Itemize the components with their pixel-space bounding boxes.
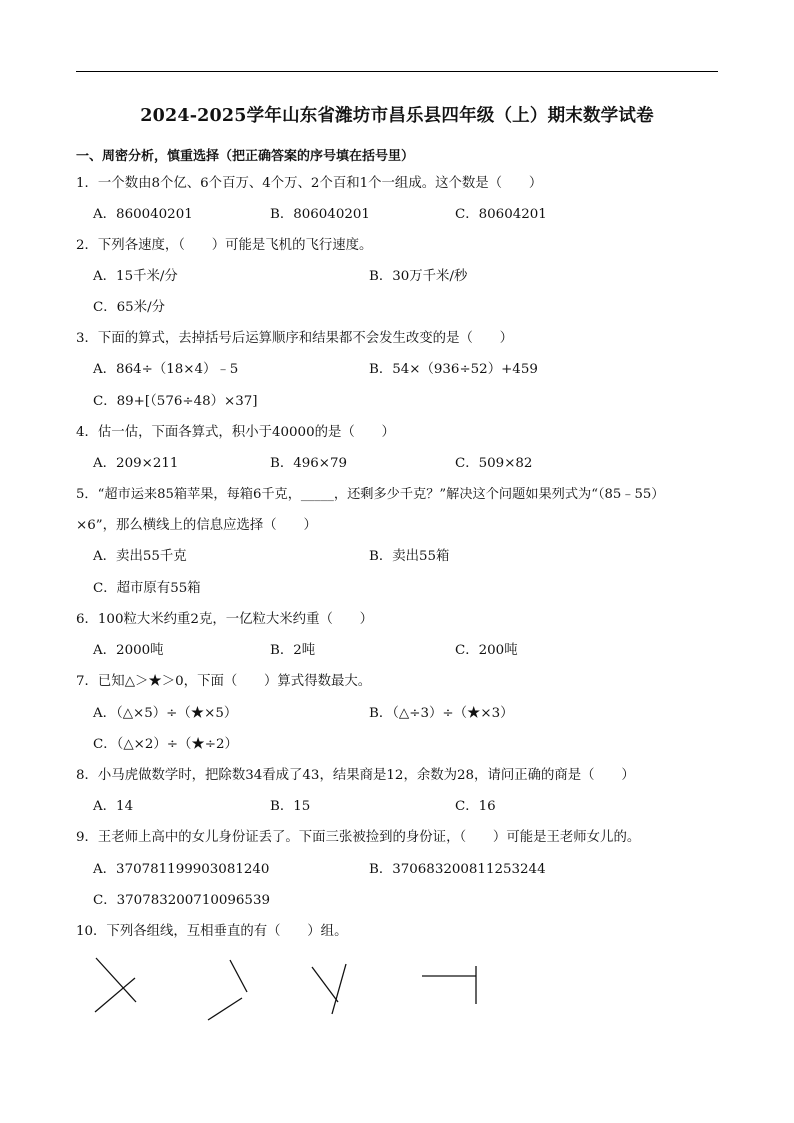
q8-option-c[interactable]: C．16 <box>455 799 496 814</box>
question-10: 10．下列各组线，互相垂直的有（ ）组。 <box>76 924 348 939</box>
q4-option-c[interactable]: C．509×82 <box>455 456 533 471</box>
pair1-line-a <box>96 958 136 1002</box>
question-2: 2．下列各速度，（ ）可能是飞机的飞行速度。 <box>76 238 373 253</box>
question-5: 5．“超市运来85箱苹果，每箱6千克，_____，还剩多少千克？”解决这个问题如果列式为“（85﹣55） <box>76 487 665 502</box>
q5-option-c[interactable]: C．超市原有55箱 <box>93 581 201 596</box>
pair2-line-a <box>230 960 247 992</box>
q8-option-b[interactable]: B．15 <box>270 799 311 814</box>
question-3: 3．下面的算式，去掉括号后运算顺序和结果都不会发生改变的是（ ） <box>76 331 514 346</box>
q1-option-c[interactable]: C．80604201 <box>455 207 547 222</box>
q7-option-b[interactable]: B．（△÷3）÷（★×3） <box>369 706 514 721</box>
q5-option-b[interactable]: B．卖出55箱 <box>369 549 450 564</box>
q1-option-a[interactable]: A．860040201 <box>93 207 193 222</box>
page-title: 2024-2025学年山东省潍坊市昌乐县四年级（上）期末数学试卷 <box>140 106 654 126</box>
q2-option-b[interactable]: B．30万千米/秒 <box>369 269 468 284</box>
pair3-line-a <box>312 967 338 1002</box>
header-rule <box>76 71 718 72</box>
question-6: 6．100粒大米约重2克，一亿粒大米约重（ ） <box>76 612 374 627</box>
question-9: 9．王老师上高中的女儿身份证丢了。下面三张被捡到的身份证，（ ）可能是王老师女儿的。 <box>76 830 641 845</box>
q2-option-c[interactable]: C．65米/分 <box>93 300 165 315</box>
question-5-continued: ×6”，那么横线上的信息应选择（ ） <box>76 518 317 533</box>
q4-option-a[interactable]: A．209×211 <box>93 456 179 471</box>
q6-option-c[interactable]: C．200吨 <box>455 643 518 658</box>
section-heading: 一、周密分析，慎重选择（把正确答案的序号填在括号里） <box>76 149 415 164</box>
q7-option-a[interactable]: A．（△×5）÷（★×5） <box>93 706 238 721</box>
question-7: 7．已知△＞★＞0，下面（ ）算式得数最大。 <box>76 674 372 689</box>
question-8: 8．小马虎做数学时，把除数34看成了43，结果商是12，余数为28，请问正确的商是（ ） <box>76 768 635 783</box>
q3-option-b[interactable]: B．54×（936÷52）+459 <box>369 362 538 377</box>
line-pairs-figure <box>90 952 490 1024</box>
q2-option-a[interactable]: A．15千米/分 <box>93 269 178 284</box>
q3-option-c[interactable]: C．89+[（576÷48）×37] <box>93 394 258 409</box>
q9-option-a[interactable]: A．370781199903081240 <box>93 862 270 877</box>
pair2-line-b <box>208 998 242 1020</box>
q1-option-b[interactable]: B．806040201 <box>270 207 370 222</box>
q3-option-a[interactable]: A．864÷（18×4）﹣5 <box>93 362 239 377</box>
q6-option-b[interactable]: B．2吨 <box>270 643 316 658</box>
question-4: 4．估一估，下面各算式，积小于40000的是（ ） <box>76 425 395 440</box>
q4-option-b[interactable]: B．496×79 <box>270 456 348 471</box>
q8-option-a[interactable]: A．14 <box>93 799 134 814</box>
q9-option-b[interactable]: B．370683200811253244 <box>369 862 546 877</box>
q9-option-c[interactable]: C．370783200710096539 <box>93 893 270 908</box>
pair3-line-b <box>332 964 346 1014</box>
question-1: 1．一个数由8个亿、6个百万、4个万、2个百和1个一组成。这个数是（ ） <box>76 176 543 191</box>
q7-option-c[interactable]: C．（△×2）÷（★÷2） <box>93 737 238 752</box>
q5-option-a[interactable]: A．卖出55千克 <box>93 549 187 564</box>
q6-option-a[interactable]: A．2000吨 <box>93 643 164 658</box>
